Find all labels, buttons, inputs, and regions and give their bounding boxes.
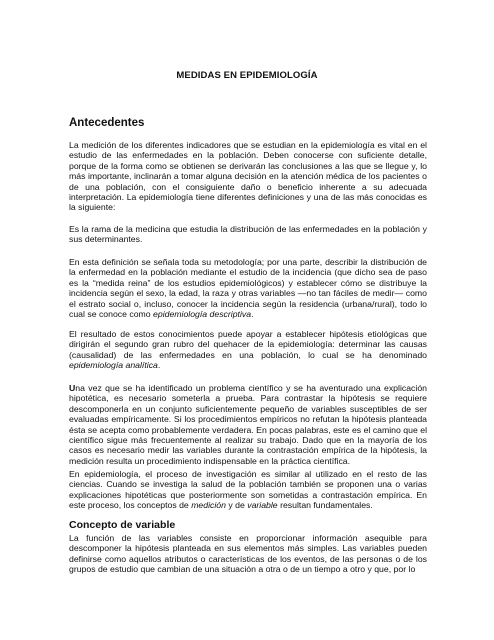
paragraph-variable-concept: La función de las variables consiste en proporcionar información asequible para descomponer la hipótesis planteada en sus elementos más simples. Las variables pueden definirse como aquellos atributos o características de los eventos, de las personas o de los grupos de estudio que cambian de una situación a otra o de un tiempo a otro y que, por lo	[69, 533, 427, 575]
paragraph-descriptive-end: .	[251, 309, 254, 320]
paragraph-research-end: resultan fundamentales.	[277, 500, 373, 511]
term-analytic-epidemiology: epidemiología analítica	[69, 360, 158, 371]
paragraph-analytic-end: .	[157, 360, 161, 371]
term-variable: variable	[247, 500, 278, 511]
paragraph-analytic	[69, 329, 427, 371]
paragraph-research-mid: y de	[225, 500, 248, 511]
paragraph-research-text: En epidemiología, el proceso de investigación es similar al utilizado en el resto de las ciencias. Cuando se investiga la salud de la población también se proponen una o varias explicaciones hipotéticas que posteriormente son sometidas a contrastación empírica. En este proceso, los conceptos de	[69, 469, 427, 511]
paragraph-analytic-text: El resultado de estos conocimientos puede apoyar a establecer hipótesis etiológicas que dirigirán el segundo gran rubro del quehacer de la epidemiología: determinar las causas (causalidad) de las enfermedades en una población, lo cual se ha denominado	[69, 329, 427, 360]
paragraph-hypothesis	[69, 383, 427, 466]
paragraph-definition: Es la rama de la medicina que estudia la distribución de las enfermedades en la población y sus determinantes.	[69, 224, 427, 245]
term-descriptive-epidemiology: epidemiología descriptiva	[153, 309, 252, 320]
section-heading-variable: Concepto de variable	[69, 519, 176, 531]
page-title: MEDIDAS EN EPIDEMIOLOGÍA	[176, 70, 318, 81]
paragraph-hypothesis-text: na vez que se ha identificado un problema científico y se ha aventurado una explicación hipotética, es necesario someterla a prueba. Para contrastar la hipótesis se requiere descomponerla en un conjunto suficientemente pequeño de variables susceptibles de ser evaluadas empíricamente. Si los procedimientos empíricos no refutan la hipótesis planteada ésta se acepta como probablemente verdadera. En pocas palabras, este es el camino que el científico sigue más frecuentemente al realizar su trabajo. Dado que en la mayoría de los casos es necesario medir las variables durante la contrastación empírica de la hipótesis, la medición resulta un procedimiento indispensable en la práctica científica.	[69, 383, 427, 466]
paragraph-descriptive-text: En esta definición se señala toda su metodología; por una parte, describir la distribución de la enfermedad en la población mediante el estudio de la incidencia (que dicho sea de paso es la “medida reina” de los estudios epidemiológicos) y establecer cómo se distribuye la incidencia según el sexo, la edad, la raza y otras variables —no tan fáciles de medir— como el estrato social o, incluso, conocer la incidencia según la residencia (urbana/rural), todo lo cual se conoce como	[69, 257, 427, 320]
paragraph-research-process	[69, 469, 427, 511]
paragraph-descriptive	[69, 257, 427, 319]
term-measurement: medición	[191, 500, 226, 511]
drop-letter: U	[69, 383, 76, 393]
paragraph-intro: La medición de los diferentes indicadores que se estudian en la epidemiología es vital en el estudio de las enfermedades en la población. Deben conocerse con suficiente detalle, porque de la forma como se obtienen se derivarán las conclusiones a las que se llegue y, lo más importante, inclinarán a tomar alguna decisión en la atención médica de los pacientes o de una población, con el consiguiente daño o beneficio inherente a su adecuada interpretación. La epidemiología tiene diferentes definiciones y una de las más conocidas es la siguiente:	[69, 140, 427, 213]
section-heading-antecedentes: Antecedentes	[69, 117, 145, 129]
